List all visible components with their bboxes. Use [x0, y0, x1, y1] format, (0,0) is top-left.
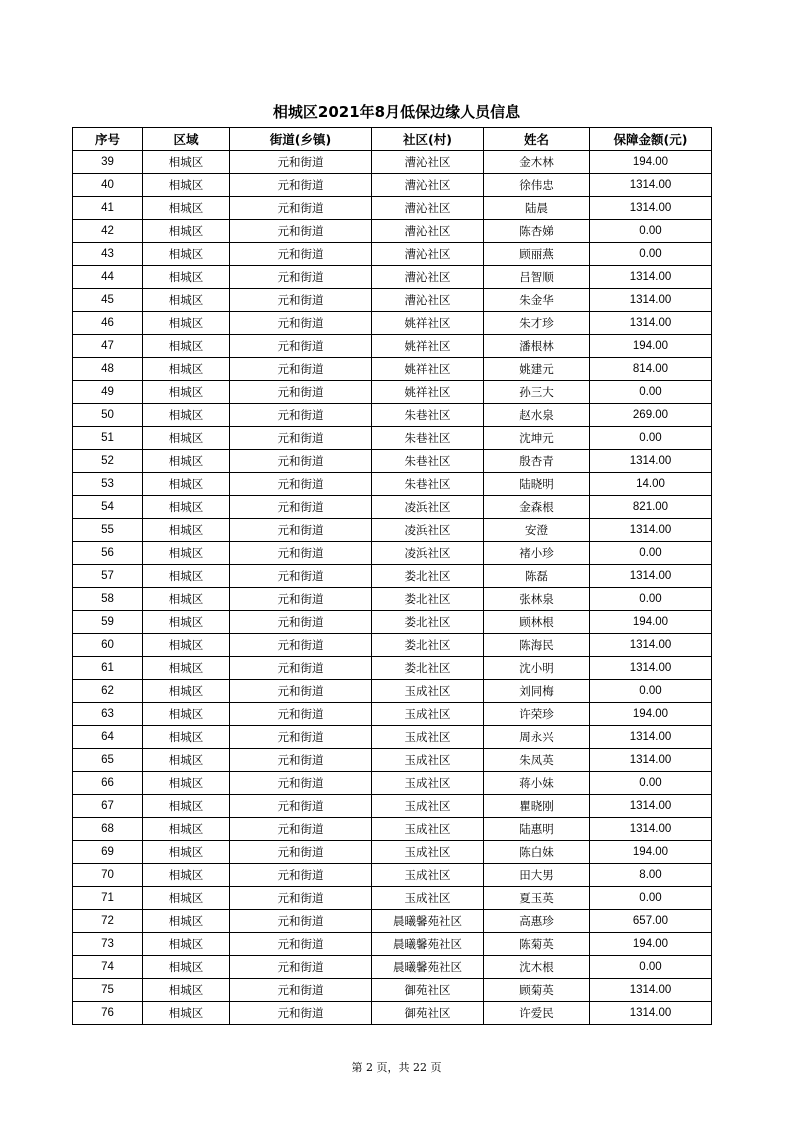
cell-district: 相城区 — [143, 335, 230, 358]
cell-street: 元和街道 — [230, 887, 372, 910]
cell-street: 元和街道 — [230, 427, 372, 450]
table-row — [73, 519, 712, 542]
table-row — [73, 795, 712, 818]
cell-index: 67 — [73, 795, 143, 818]
cell-name: 高惠珍 — [484, 910, 590, 933]
cell-community: 姚祥社区 — [372, 335, 484, 358]
cell-street: 元和街道 — [230, 795, 372, 818]
cell-amount: 1314.00 — [590, 519, 712, 542]
cell-amount: 194.00 — [590, 335, 712, 358]
cell-amount: 1314.00 — [590, 726, 712, 749]
column-header-community: 社区(村) — [372, 128, 484, 151]
cell-community: 娄北社区 — [372, 588, 484, 611]
cell-street: 元和街道 — [230, 312, 372, 335]
cell-index: 54 — [73, 496, 143, 519]
cell-street: 元和街道 — [230, 197, 372, 220]
cell-amount: 814.00 — [590, 358, 712, 381]
cell-community: 晨曦馨苑社区 — [372, 910, 484, 933]
cell-community: 漕沁社区 — [372, 266, 484, 289]
cell-district: 相城区 — [143, 404, 230, 427]
cell-amount: 0.00 — [590, 381, 712, 404]
cell-name: 许爱民 — [484, 1002, 590, 1025]
cell-amount: 1314.00 — [590, 312, 712, 335]
cell-name: 陆晓明 — [484, 473, 590, 496]
cell-index: 48 — [73, 358, 143, 381]
cell-amount: 8.00 — [590, 864, 712, 887]
cell-district: 相城区 — [143, 818, 230, 841]
cell-district: 相城区 — [143, 427, 230, 450]
cell-district: 相城区 — [143, 841, 230, 864]
cell-index: 66 — [73, 772, 143, 795]
cell-name: 陈菊英 — [484, 933, 590, 956]
cell-district: 相城区 — [143, 496, 230, 519]
cell-name: 陈杏娣 — [484, 220, 590, 243]
cell-index: 59 — [73, 611, 143, 634]
cell-community: 漕沁社区 — [372, 243, 484, 266]
table-row — [73, 404, 712, 427]
cell-street: 元和街道 — [230, 680, 372, 703]
cell-name: 吕智顺 — [484, 266, 590, 289]
cell-index: 76 — [73, 1002, 143, 1025]
cell-amount: 194.00 — [590, 611, 712, 634]
column-header-name: 姓名 — [484, 128, 590, 151]
cell-name: 沈坤元 — [484, 427, 590, 450]
cell-index: 62 — [73, 680, 143, 703]
cell-index: 63 — [73, 703, 143, 726]
cell-amount: 1314.00 — [590, 1002, 712, 1025]
cell-community: 玉成社区 — [372, 749, 484, 772]
cell-street: 元和街道 — [230, 542, 372, 565]
cell-district: 相城区 — [143, 312, 230, 335]
cell-community: 玉成社区 — [372, 772, 484, 795]
cell-community: 姚祥社区 — [372, 358, 484, 381]
cell-name: 潘根林 — [484, 335, 590, 358]
cell-street: 元和街道 — [230, 818, 372, 841]
cell-name: 陆惠明 — [484, 818, 590, 841]
cell-district: 相城区 — [143, 703, 230, 726]
cell-community: 玉成社区 — [372, 703, 484, 726]
cell-index: 49 — [73, 381, 143, 404]
cell-name: 田大男 — [484, 864, 590, 887]
cell-district: 相城区 — [143, 588, 230, 611]
table-row — [73, 335, 712, 358]
cell-community: 朱巷社区 — [372, 450, 484, 473]
cell-name: 徐伟忠 — [484, 174, 590, 197]
table-row — [73, 358, 712, 381]
cell-name: 顾丽燕 — [484, 243, 590, 266]
table-row — [73, 772, 712, 795]
table-row — [73, 243, 712, 266]
cell-district: 相城区 — [143, 956, 230, 979]
cell-amount: 0.00 — [590, 243, 712, 266]
cell-community: 漕沁社区 — [372, 151, 484, 174]
cell-district: 相城区 — [143, 887, 230, 910]
cell-index: 53 — [73, 473, 143, 496]
cell-amount: 1314.00 — [590, 634, 712, 657]
cell-street: 元和街道 — [230, 933, 372, 956]
cell-street: 元和街道 — [230, 473, 372, 496]
cell-name: 姚建元 — [484, 358, 590, 381]
cell-community: 玉成社区 — [372, 818, 484, 841]
cell-name: 朱金华 — [484, 289, 590, 312]
table-row — [73, 565, 712, 588]
cell-community: 御苑社区 — [372, 1002, 484, 1025]
table-row — [73, 174, 712, 197]
cell-community: 凌浜社区 — [372, 519, 484, 542]
cell-index: 39 — [73, 151, 143, 174]
cell-index: 64 — [73, 726, 143, 749]
cell-amount: 0.00 — [590, 956, 712, 979]
table-row — [73, 841, 712, 864]
cell-amount: 1314.00 — [590, 174, 712, 197]
cell-amount: 0.00 — [590, 220, 712, 243]
cell-community: 漕沁社区 — [372, 197, 484, 220]
cell-index: 56 — [73, 542, 143, 565]
table-row — [73, 542, 712, 565]
cell-index: 75 — [73, 979, 143, 1002]
cell-name: 赵水泉 — [484, 404, 590, 427]
cell-amount: 1314.00 — [590, 197, 712, 220]
cell-index: 52 — [73, 450, 143, 473]
cell-district: 相城区 — [143, 795, 230, 818]
cell-community: 玉成社区 — [372, 795, 484, 818]
cell-community: 漕沁社区 — [372, 220, 484, 243]
cell-district: 相城区 — [143, 289, 230, 312]
cell-community: 凌浜社区 — [372, 496, 484, 519]
cell-district: 相城区 — [143, 473, 230, 496]
cell-amount: 194.00 — [590, 151, 712, 174]
table-row — [73, 220, 712, 243]
cell-street: 元和街道 — [230, 565, 372, 588]
cell-index: 60 — [73, 634, 143, 657]
cell-community: 漕沁社区 — [372, 289, 484, 312]
cell-name: 朱凤英 — [484, 749, 590, 772]
cell-index: 57 — [73, 565, 143, 588]
cell-street: 元和街道 — [230, 404, 372, 427]
cell-name: 陈磊 — [484, 565, 590, 588]
cell-district: 相城区 — [143, 910, 230, 933]
cell-community: 娄北社区 — [372, 611, 484, 634]
cell-district: 相城区 — [143, 450, 230, 473]
cell-community: 玉成社区 — [372, 680, 484, 703]
cell-amount: 1314.00 — [590, 266, 712, 289]
cell-name: 周永兴 — [484, 726, 590, 749]
cell-community: 晨曦馨苑社区 — [372, 956, 484, 979]
table-row — [73, 657, 712, 680]
cell-name: 陈海民 — [484, 634, 590, 657]
cell-amount: 1314.00 — [590, 795, 712, 818]
cell-amount: 269.00 — [590, 404, 712, 427]
table-row — [73, 956, 712, 979]
table-row — [73, 496, 712, 519]
document-title: 相城区2021年8月低保边缘人员信息 — [272, 103, 521, 121]
cell-amount: 14.00 — [590, 473, 712, 496]
cell-community: 姚祥社区 — [372, 312, 484, 335]
cell-street: 元和街道 — [230, 519, 372, 542]
cell-name: 金木林 — [484, 151, 590, 174]
table-row — [73, 726, 712, 749]
cell-district: 相城区 — [143, 381, 230, 404]
table-row — [73, 151, 712, 174]
cell-district: 相城区 — [143, 657, 230, 680]
cell-amount: 0.00 — [590, 680, 712, 703]
cell-index: 45 — [73, 289, 143, 312]
cell-community: 凌浜社区 — [372, 542, 484, 565]
cell-name: 夏玉英 — [484, 887, 590, 910]
cell-name: 孙三大 — [484, 381, 590, 404]
cell-district: 相城区 — [143, 358, 230, 381]
cell-district: 相城区 — [143, 542, 230, 565]
cell-community: 玉成社区 — [372, 887, 484, 910]
cell-name: 刘同梅 — [484, 680, 590, 703]
cell-street: 元和街道 — [230, 1002, 372, 1025]
cell-index: 55 — [73, 519, 143, 542]
cell-street: 元和街道 — [230, 174, 372, 197]
cell-community: 姚祥社区 — [372, 381, 484, 404]
cell-index: 51 — [73, 427, 143, 450]
cell-index: 46 — [73, 312, 143, 335]
table-header-row — [73, 128, 712, 151]
cell-amount: 194.00 — [590, 933, 712, 956]
cell-amount: 657.00 — [590, 910, 712, 933]
page-footer: 第 2 页，共 22 页 — [351, 1061, 442, 1074]
table-row — [73, 450, 712, 473]
cell-street: 元和街道 — [230, 335, 372, 358]
cell-street: 元和街道 — [230, 726, 372, 749]
cell-community: 晨曦馨苑社区 — [372, 933, 484, 956]
cell-district: 相城区 — [143, 266, 230, 289]
cell-street: 元和街道 — [230, 956, 372, 979]
cell-district: 相城区 — [143, 634, 230, 657]
cell-name: 瞿晓刚 — [484, 795, 590, 818]
table-row — [73, 864, 712, 887]
cell-community: 玉成社区 — [372, 726, 484, 749]
cell-name: 安澄 — [484, 519, 590, 542]
cell-community: 朱巷社区 — [372, 404, 484, 427]
cell-community: 漕沁社区 — [372, 174, 484, 197]
table-row — [73, 289, 712, 312]
cell-street: 元和街道 — [230, 588, 372, 611]
cell-index: 69 — [73, 841, 143, 864]
table-row — [73, 634, 712, 657]
roster-table — [72, 127, 712, 1025]
cell-amount: 0.00 — [590, 772, 712, 795]
table-row — [73, 611, 712, 634]
cell-index: 44 — [73, 266, 143, 289]
cell-district: 相城区 — [143, 933, 230, 956]
cell-street: 元和街道 — [230, 496, 372, 519]
cell-street: 元和街道 — [230, 979, 372, 1002]
cell-amount: 1314.00 — [590, 565, 712, 588]
cell-index: 71 — [73, 887, 143, 910]
cell-name: 沈小明 — [484, 657, 590, 680]
cell-name: 蒋小妹 — [484, 772, 590, 795]
cell-street: 元和街道 — [230, 864, 372, 887]
cell-street: 元和街道 — [230, 910, 372, 933]
cell-community: 娄北社区 — [372, 634, 484, 657]
cell-index: 68 — [73, 818, 143, 841]
cell-street: 元和街道 — [230, 634, 372, 657]
table-row — [73, 703, 712, 726]
cell-name: 沈木根 — [484, 956, 590, 979]
cell-community: 御苑社区 — [372, 979, 484, 1002]
table-row — [73, 680, 712, 703]
cell-index: 41 — [73, 197, 143, 220]
cell-index: 61 — [73, 657, 143, 680]
cell-amount: 194.00 — [590, 703, 712, 726]
cell-index: 65 — [73, 749, 143, 772]
cell-district: 相城区 — [143, 174, 230, 197]
column-header-street: 街道(乡镇) — [230, 128, 372, 151]
cell-name: 顾菊英 — [484, 979, 590, 1002]
cell-community: 朱巷社区 — [372, 473, 484, 496]
table-row — [73, 818, 712, 841]
cell-amount: 1314.00 — [590, 818, 712, 841]
cell-district: 相城区 — [143, 680, 230, 703]
table-row — [73, 312, 712, 335]
cell-amount: 821.00 — [590, 496, 712, 519]
cell-community: 娄北社区 — [372, 565, 484, 588]
cell-district: 相城区 — [143, 151, 230, 174]
cell-name: 朱才珍 — [484, 312, 590, 335]
table-row — [73, 197, 712, 220]
cell-amount: 1314.00 — [590, 749, 712, 772]
cell-street: 元和街道 — [230, 289, 372, 312]
table-row — [73, 381, 712, 404]
cell-index: 42 — [73, 220, 143, 243]
cell-amount: 0.00 — [590, 887, 712, 910]
cell-street: 元和街道 — [230, 703, 372, 726]
cell-district: 相城区 — [143, 611, 230, 634]
table-row — [73, 910, 712, 933]
cell-index: 70 — [73, 864, 143, 887]
cell-community: 娄北社区 — [372, 657, 484, 680]
table-row — [73, 588, 712, 611]
cell-name: 顾林根 — [484, 611, 590, 634]
cell-name: 金森根 — [484, 496, 590, 519]
table-row — [73, 749, 712, 772]
cell-street: 元和街道 — [230, 243, 372, 266]
cell-district: 相城区 — [143, 726, 230, 749]
cell-amount: 1314.00 — [590, 657, 712, 680]
cell-street: 元和街道 — [230, 151, 372, 174]
cell-name: 陈白妹 — [484, 841, 590, 864]
table-row — [73, 473, 712, 496]
cell-district: 相城区 — [143, 243, 230, 266]
cell-index: 50 — [73, 404, 143, 427]
cell-street: 元和街道 — [230, 749, 372, 772]
cell-amount: 194.00 — [590, 841, 712, 864]
cell-district: 相城区 — [143, 1002, 230, 1025]
cell-name: 褚小珍 — [484, 542, 590, 565]
cell-street: 元和街道 — [230, 657, 372, 680]
cell-district: 相城区 — [143, 979, 230, 1002]
cell-street: 元和街道 — [230, 450, 372, 473]
cell-district: 相城区 — [143, 519, 230, 542]
cell-community: 朱巷社区 — [372, 427, 484, 450]
table-row — [73, 427, 712, 450]
column-header-district: 区域 — [143, 128, 230, 151]
cell-index: 72 — [73, 910, 143, 933]
cell-district: 相城区 — [143, 864, 230, 887]
cell-name: 殷杏青 — [484, 450, 590, 473]
cell-street: 元和街道 — [230, 266, 372, 289]
cell-index: 47 — [73, 335, 143, 358]
cell-amount: 0.00 — [590, 588, 712, 611]
cell-community: 玉成社区 — [372, 864, 484, 887]
cell-street: 元和街道 — [230, 220, 372, 243]
cell-district: 相城区 — [143, 772, 230, 795]
table-row — [73, 979, 712, 1002]
cell-index: 40 — [73, 174, 143, 197]
cell-district: 相城区 — [143, 749, 230, 772]
cell-amount: 1314.00 — [590, 450, 712, 473]
cell-district: 相城区 — [143, 565, 230, 588]
cell-district: 相城区 — [143, 220, 230, 243]
table-row — [73, 933, 712, 956]
cell-district: 相城区 — [143, 197, 230, 220]
column-header-index: 序号 — [73, 128, 143, 151]
cell-street: 元和街道 — [230, 772, 372, 795]
cell-street: 元和街道 — [230, 358, 372, 381]
cell-index: 43 — [73, 243, 143, 266]
cell-amount: 0.00 — [590, 542, 712, 565]
cell-name: 陆晨 — [484, 197, 590, 220]
cell-amount: 1314.00 — [590, 979, 712, 1002]
cell-community: 玉成社区 — [372, 841, 484, 864]
cell-street: 元和街道 — [230, 611, 372, 634]
cell-index: 58 — [73, 588, 143, 611]
cell-name: 张林泉 — [484, 588, 590, 611]
cell-amount: 0.00 — [590, 427, 712, 450]
column-header-amount: 保障金额(元) — [590, 128, 712, 151]
table-body — [73, 151, 712, 1025]
table-row — [73, 1002, 712, 1025]
cell-street: 元和街道 — [230, 381, 372, 404]
table-row — [73, 266, 712, 289]
cell-index: 73 — [73, 933, 143, 956]
cell-name: 许荣珍 — [484, 703, 590, 726]
table-row — [73, 887, 712, 910]
cell-street: 元和街道 — [230, 841, 372, 864]
cell-amount: 1314.00 — [590, 289, 712, 312]
cell-index: 74 — [73, 956, 143, 979]
